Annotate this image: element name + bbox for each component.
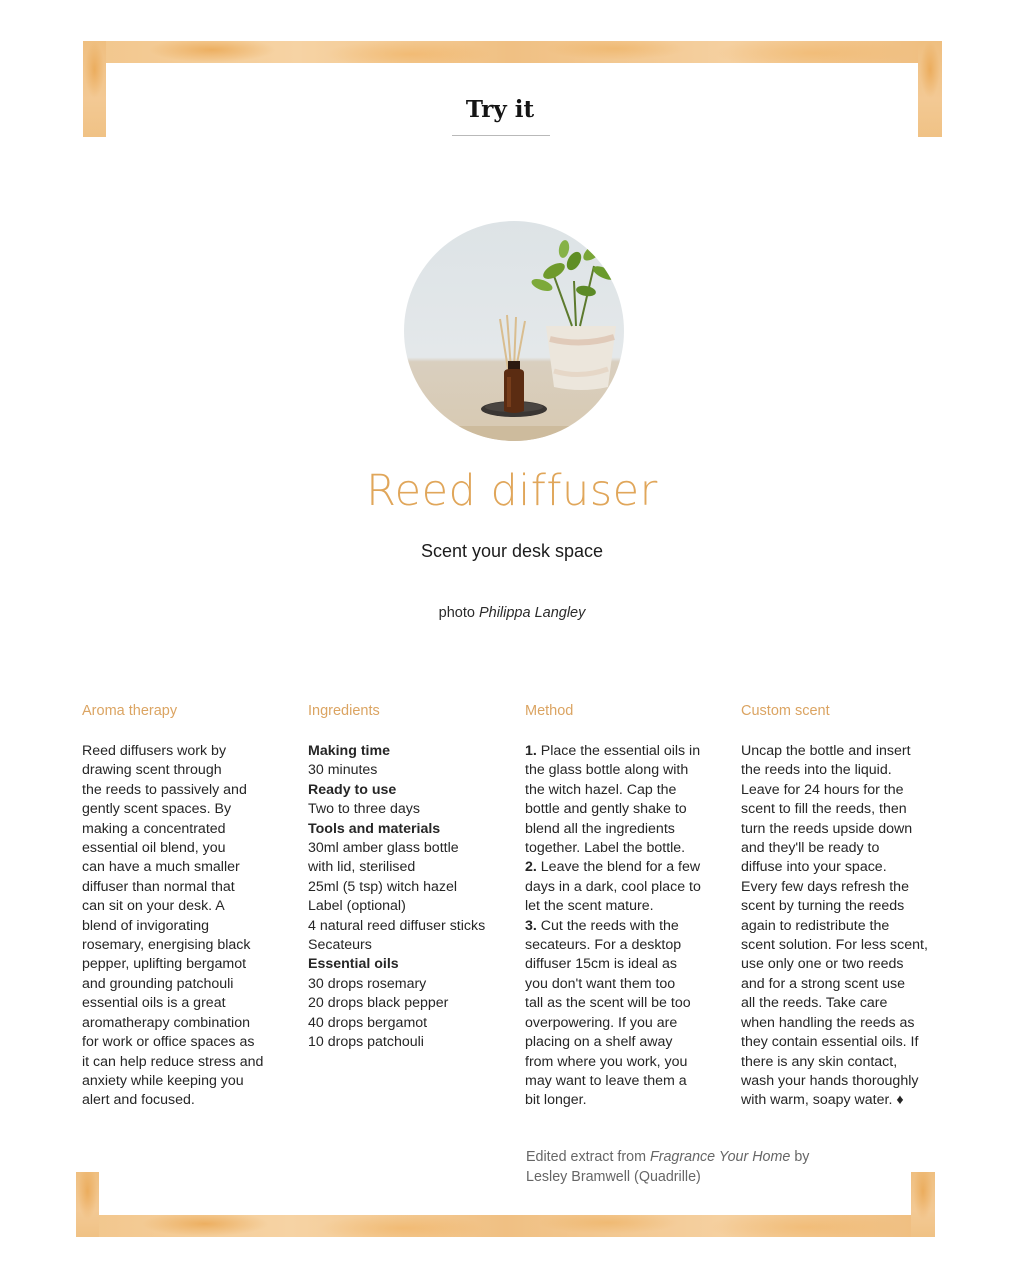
method-line: tall as the scent will be too (525, 995, 691, 1012)
frame-top-border (83, 41, 942, 63)
method-line: let the scent mature. (525, 898, 654, 915)
body-line: and grounding patchouli (82, 975, 234, 992)
body-line: for work or office spaces as (82, 1034, 255, 1051)
body-line: when handling the reeds as (741, 1014, 915, 1031)
body-line: gently scent spaces. By (82, 801, 232, 818)
custom-scent-body (741, 742, 941, 1111)
body-line: it can help reduce stress and (82, 1053, 264, 1070)
tool-item: Label (optional) (308, 898, 406, 915)
aroma-therapy-body (82, 742, 282, 1111)
book-extract-credit (526, 1147, 846, 1187)
method-line (525, 917, 725, 936)
body-line: Leave for 24 hours for the (741, 781, 904, 798)
method-line: together. Label the bottle. (525, 840, 686, 857)
body-line: with warm, soapy water. ♦ (741, 1092, 904, 1109)
body-line: there is any skin contact, (741, 1053, 898, 1070)
method-line: bit longer. (525, 1092, 587, 1109)
tool-item: with lid, sterilised (308, 859, 416, 876)
body-line: the reeds into the liquid. (741, 762, 892, 779)
method-line (525, 858, 725, 877)
method-line: bottle and gently shake to (525, 801, 687, 818)
method-line: blend all the ingredients (525, 820, 675, 837)
body-line: Every few days refresh the (741, 878, 909, 895)
body-line: diffuser than normal that (82, 878, 235, 895)
body-line: can sit on your desk. A (82, 898, 225, 915)
body-line: pepper, uplifting bergamot (82, 956, 247, 973)
body-line: again to redistribute the (741, 917, 890, 934)
body-line: they contain essential oils. If (741, 1034, 919, 1051)
body-line: drawing scent through (82, 762, 222, 779)
photo-credit (0, 605, 1011, 621)
section-title-underline (452, 135, 550, 136)
body-line: blend of invigorating (82, 917, 209, 934)
ingredients-column (308, 702, 508, 1053)
oil-item: 30 drops rosemary (308, 975, 427, 992)
step-text: Place the essential oils in (540, 743, 701, 759)
section-title: Try it (465, 96, 535, 123)
step-text: Cut the reeds with the (540, 917, 679, 934)
tool-item: Secateurs (308, 937, 372, 954)
ready-to-use-value: Two to three days (308, 801, 420, 818)
article-subtitle: Scent your desk space (420, 541, 604, 561)
oil-item: 20 drops black pepper (308, 995, 449, 1012)
frame-bottom-left-border (76, 1172, 99, 1237)
custom-scent-column (741, 702, 941, 1111)
body-line: turn the reeds upside down (741, 820, 913, 837)
method-line: may want to leave them a (525, 1072, 687, 1089)
body-line: use only one or two reeds (741, 956, 904, 973)
frame-bottom-border (76, 1215, 935, 1237)
method-line: diffuser 15cm is ideal as (525, 956, 677, 973)
oil-item: 10 drops patchouli (308, 1034, 424, 1051)
body-line: the reeds to passively and (82, 781, 247, 798)
method-heading: Method (525, 703, 574, 719)
article-title: Reed diffuser (366, 466, 658, 516)
method-line: you don't want them too (525, 975, 676, 992)
oil-item: 40 drops bergamot (308, 1014, 428, 1031)
essential-oils-label: Essential oils (308, 956, 399, 973)
making-time-value: 30 minutes (308, 762, 378, 779)
method-line: placing on a shelf away (525, 1034, 673, 1051)
aroma-therapy-column (82, 702, 282, 1111)
body-line: scent solution. For less scent, (741, 937, 928, 954)
body-line: making a concentrated (82, 820, 226, 837)
photographer-name: Philippa Langley (478, 605, 586, 621)
reed-diffuser-illustration (404, 221, 624, 441)
tool-item: 30ml amber glass bottle (308, 840, 459, 857)
extract-by: by (794, 1149, 810, 1165)
method-line: secateurs. For a desktop (525, 937, 682, 954)
method-line: the glass bottle along with (525, 762, 689, 779)
body-line: Reed diffusers work by (82, 743, 227, 759)
making-time-label: Making time (308, 743, 390, 759)
extract-prefix: Edited extract from (526, 1149, 646, 1165)
method-body (525, 742, 725, 1111)
body-line: alert and focused. (82, 1092, 195, 1109)
method-line: days in a dark, cool place to (525, 878, 701, 895)
body-line: can have a much smaller (82, 859, 240, 876)
body-line: Uncap the bottle and insert (741, 743, 911, 759)
body-line: diffuse into your space. (741, 859, 887, 876)
ready-to-use-label: Ready to use (308, 781, 397, 798)
extract-author: Lesley Bramwell (Quadrille) (526, 1169, 701, 1185)
body-line: aromatherapy combination (82, 1014, 250, 1031)
frame-bottom-right-border (911, 1172, 935, 1237)
body-line: and they'll be ready to (741, 840, 880, 857)
body-line: essential oil blend, you (82, 840, 226, 857)
body-line: essential oils is a great (82, 995, 226, 1012)
body-line: wash your hands thoroughly (741, 1072, 919, 1089)
body-line: and for a strong scent use (741, 975, 906, 992)
method-line: from where you work, you (525, 1053, 688, 1070)
custom-scent-heading: Custom scent (741, 703, 830, 719)
reed-diffuser-photo (404, 221, 624, 441)
book-title: Fragrance Your Home (649, 1149, 791, 1165)
method-column (525, 702, 725, 1111)
step-text: Leave the blend for a few (540, 859, 701, 876)
tool-item: 25ml (5 tsp) witch hazel (308, 878, 458, 895)
photo-credit-prefix: photo (438, 605, 475, 621)
aroma-therapy-heading: Aroma therapy (82, 703, 178, 719)
step-number: 2. (525, 859, 537, 876)
tool-item: 4 natural reed diffuser sticks (308, 917, 486, 934)
body-line: scent by turning the reeds (741, 898, 905, 915)
method-line: overpowering. If you are (525, 1014, 678, 1031)
method-line: the witch hazel. Cap the (525, 781, 677, 798)
ingredients-heading: Ingredients (308, 703, 380, 719)
body-line: all the reeds. Take care (741, 995, 888, 1012)
tools-materials-label: Tools and materials (308, 820, 441, 837)
ingredients-body (308, 742, 508, 1053)
step-number: 3. (525, 917, 537, 934)
body-line: scent to fill the reeds, then (741, 801, 907, 818)
step-number: 1. (525, 743, 537, 759)
body-line: anxiety while keeping you (82, 1072, 244, 1089)
body-line: rosemary, energising black (82, 937, 251, 954)
method-line (525, 742, 725, 761)
